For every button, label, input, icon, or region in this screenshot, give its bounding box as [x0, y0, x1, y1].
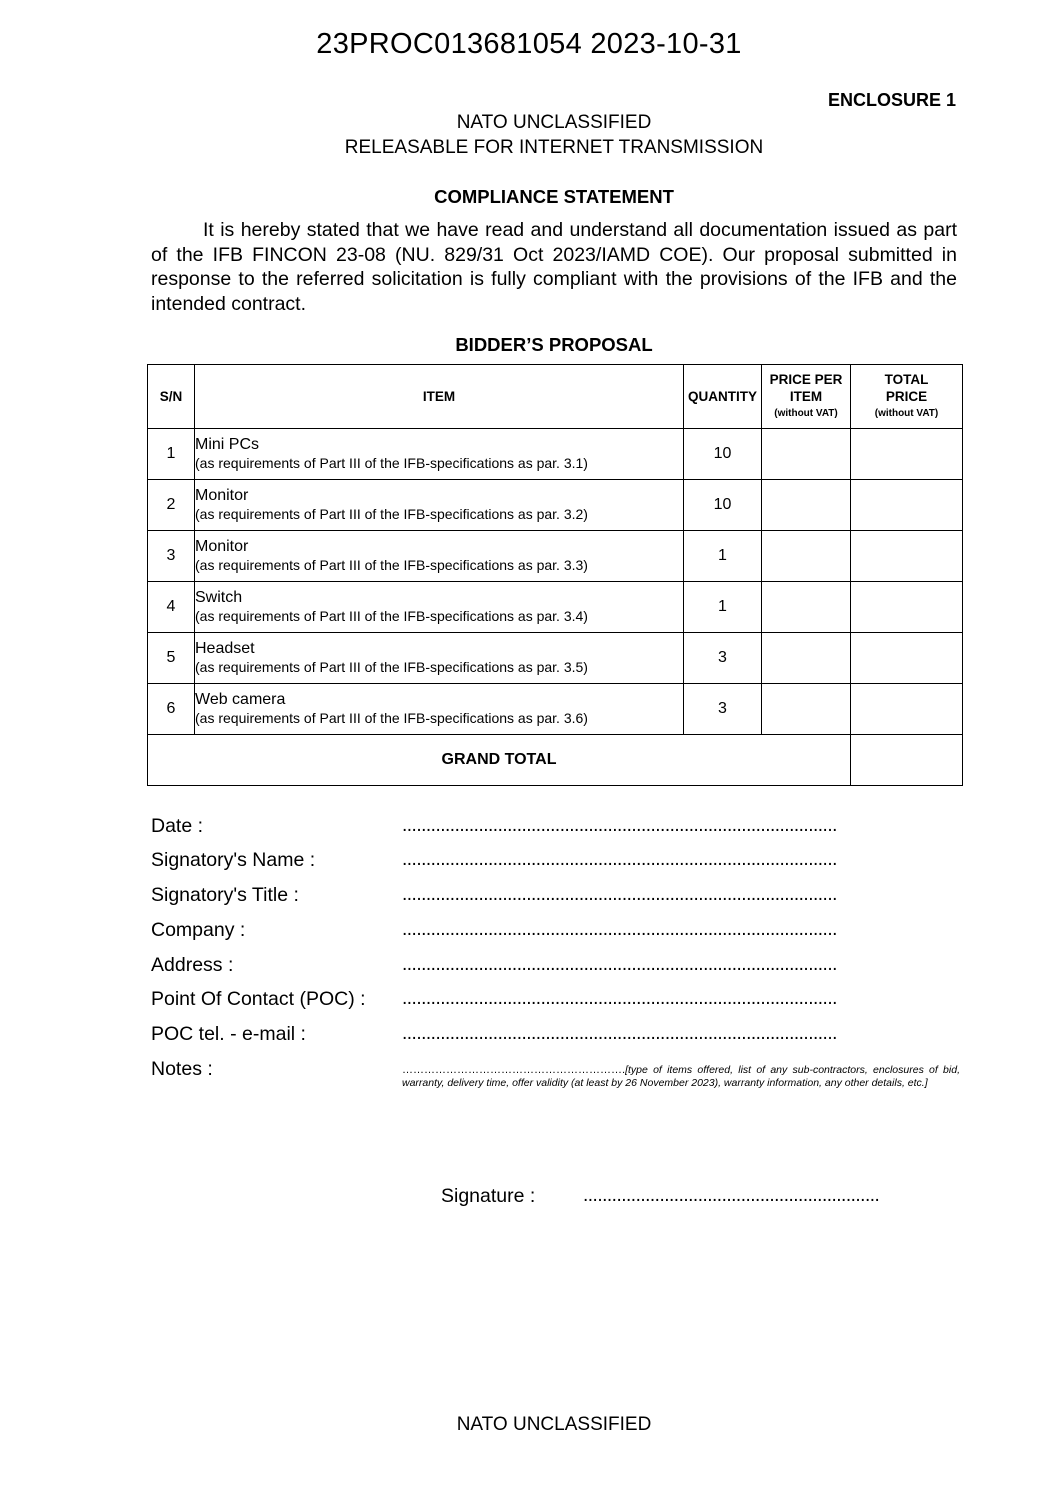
header-total-price-label: TOTAL PRICE [884, 372, 929, 404]
item-name: Mini PCs [195, 436, 260, 453]
grand-total-row [148, 735, 963, 786]
total-price-cell[interactable] [851, 633, 963, 684]
row-quantity: 10 [684, 429, 762, 480]
notes-label: Notes : [151, 1058, 213, 1080]
date-label: Date : [151, 815, 204, 837]
item-spec-note: (as requirements of Part III of the IFB-specifications as par. 3.1) [195, 455, 588, 471]
item-spec-note: (as requirements of Part III of the IFB-specifications as par. 3.2) [195, 506, 588, 522]
document-id: 23PROC013681054 2023-10-31 [316, 28, 742, 60]
table-row [148, 684, 963, 735]
row-sn: 3 [148, 531, 195, 582]
header-price-vat-note: (without VAT) [774, 408, 838, 419]
total-price-cell[interactable] [851, 684, 963, 735]
proposal-table [147, 364, 963, 786]
price-per-item-cell[interactable] [762, 531, 851, 582]
compliance-title: COMPLIANCE STATEMENT [434, 186, 674, 207]
row-item [195, 531, 684, 582]
address-label: Address : [151, 954, 234, 976]
item-name: Switch [195, 589, 243, 606]
table-row [148, 480, 963, 531]
item-name: Monitor [195, 487, 249, 504]
row-quantity: 1 [684, 531, 762, 582]
price-per-item-cell[interactable] [762, 480, 851, 531]
classification-header: NATO UNCLASSIFIED [456, 112, 652, 133]
notes-instructions: [type of items offered, list of any sub-contractors, enclosures of bid, warranty, delivery time, offer validity (at least by 26 November 2023), warranty information, any other details, etc.] [402, 1064, 960, 1089]
grand-total-label: GRAND TOTAL [148, 735, 851, 786]
signatory-name-field[interactable]: ........................................................................................... [402, 849, 837, 870]
total-price-cell[interactable] [851, 582, 963, 633]
row-item [195, 684, 684, 735]
table-row [148, 582, 963, 633]
releasability-header: RELEASABLE FOR INTERNET TRANSMISSION [344, 137, 764, 158]
signatory-title-label: Signatory's Title : [151, 884, 299, 906]
notes-field[interactable] [402, 1064, 960, 1090]
row-sn: 5 [148, 633, 195, 684]
item-name: Web camera [195, 691, 286, 708]
company-field[interactable]: ........................................................................................... [402, 919, 837, 940]
row-sn: 1 [148, 429, 195, 480]
header-total-vat-note: (without VAT) [874, 408, 939, 419]
header-price-per-item-label: PRICE PER ITEM [769, 372, 843, 404]
poc-contact-label: POC tel. - e-mail : [151, 1023, 306, 1045]
poc-label: Point Of Contact (POC) : [151, 988, 366, 1010]
enclosure-label: ENCLOSURE 1 [827, 90, 956, 110]
item-spec-note: (as requirements of Part III of the IFB-specifications as par. 3.6) [195, 710, 588, 726]
item-name: Monitor [195, 538, 249, 555]
total-price-cell[interactable] [851, 429, 963, 480]
row-quantity: 1 [684, 582, 762, 633]
signatory-name-label: Signatory's Name : [151, 849, 316, 871]
row-quantity: 10 [684, 480, 762, 531]
row-sn: 4 [148, 582, 195, 633]
row-item [195, 480, 684, 531]
row-item [195, 582, 684, 633]
company-label: Company : [151, 919, 246, 941]
compliance-statement: It is hereby stated that we have read and understand all documentation issued as part of the IFB FINCON 23-08 (NU. 829/31 Oct 2023/IAMD COE). Our proposal submitted in response to the referred solicitation is fully compliant with the provisions of the IFB and the intended contract. [151, 219, 957, 315]
total-price-cell[interactable] [851, 480, 963, 531]
price-per-item-cell[interactable] [762, 684, 851, 735]
price-per-item-cell[interactable] [762, 633, 851, 684]
row-quantity: 3 [684, 684, 762, 735]
row-sn: 6 [148, 684, 195, 735]
header-item: ITEM [195, 365, 684, 429]
total-price-cell[interactable] [851, 531, 963, 582]
price-per-item-cell[interactable] [762, 582, 851, 633]
price-per-item-cell[interactable] [762, 429, 851, 480]
header-sn: S/N [148, 365, 195, 429]
item-spec-note: (as requirements of Part III of the IFB-specifications as par. 3.5) [195, 659, 588, 675]
proposal-title: BIDDER’S PROPOSAL [455, 334, 653, 355]
classification-footer: NATO UNCLASSIFIED [456, 1414, 652, 1435]
poc-contact-field[interactable]: ........................................................................................... [402, 1023, 837, 1044]
row-item [195, 429, 684, 480]
header-quantity: QUANTITY [684, 365, 762, 429]
item-name: Headset [195, 640, 255, 657]
poc-field[interactable]: ........................................................................................... [402, 988, 837, 1009]
row-item [195, 633, 684, 684]
table-row [148, 531, 963, 582]
grand-total-cell[interactable] [851, 735, 963, 786]
table-row [148, 633, 963, 684]
table-row [148, 429, 963, 480]
table-header-row [148, 365, 963, 429]
header-total-price [851, 365, 963, 429]
header-price-per-item [762, 365, 851, 429]
signature-label: Signature : [441, 1185, 536, 1207]
item-spec-note: (as requirements of Part III of the IFB-specifications as par. 3.4) [195, 608, 588, 624]
signatory-title-field[interactable]: ........................................................................................... [402, 884, 837, 905]
row-quantity: 3 [684, 633, 762, 684]
address-field[interactable]: ........................................................................................... [402, 954, 837, 975]
row-sn: 2 [148, 480, 195, 531]
date-field[interactable]: ........................................................................................... [402, 815, 837, 836]
item-spec-note: (as requirements of Part III of the IFB-specifications as par. 3.3) [195, 557, 588, 573]
signature-field[interactable]: .............................................................. [583, 1185, 880, 1206]
notes-dots: ……………………………………………………. [402, 1064, 626, 1076]
